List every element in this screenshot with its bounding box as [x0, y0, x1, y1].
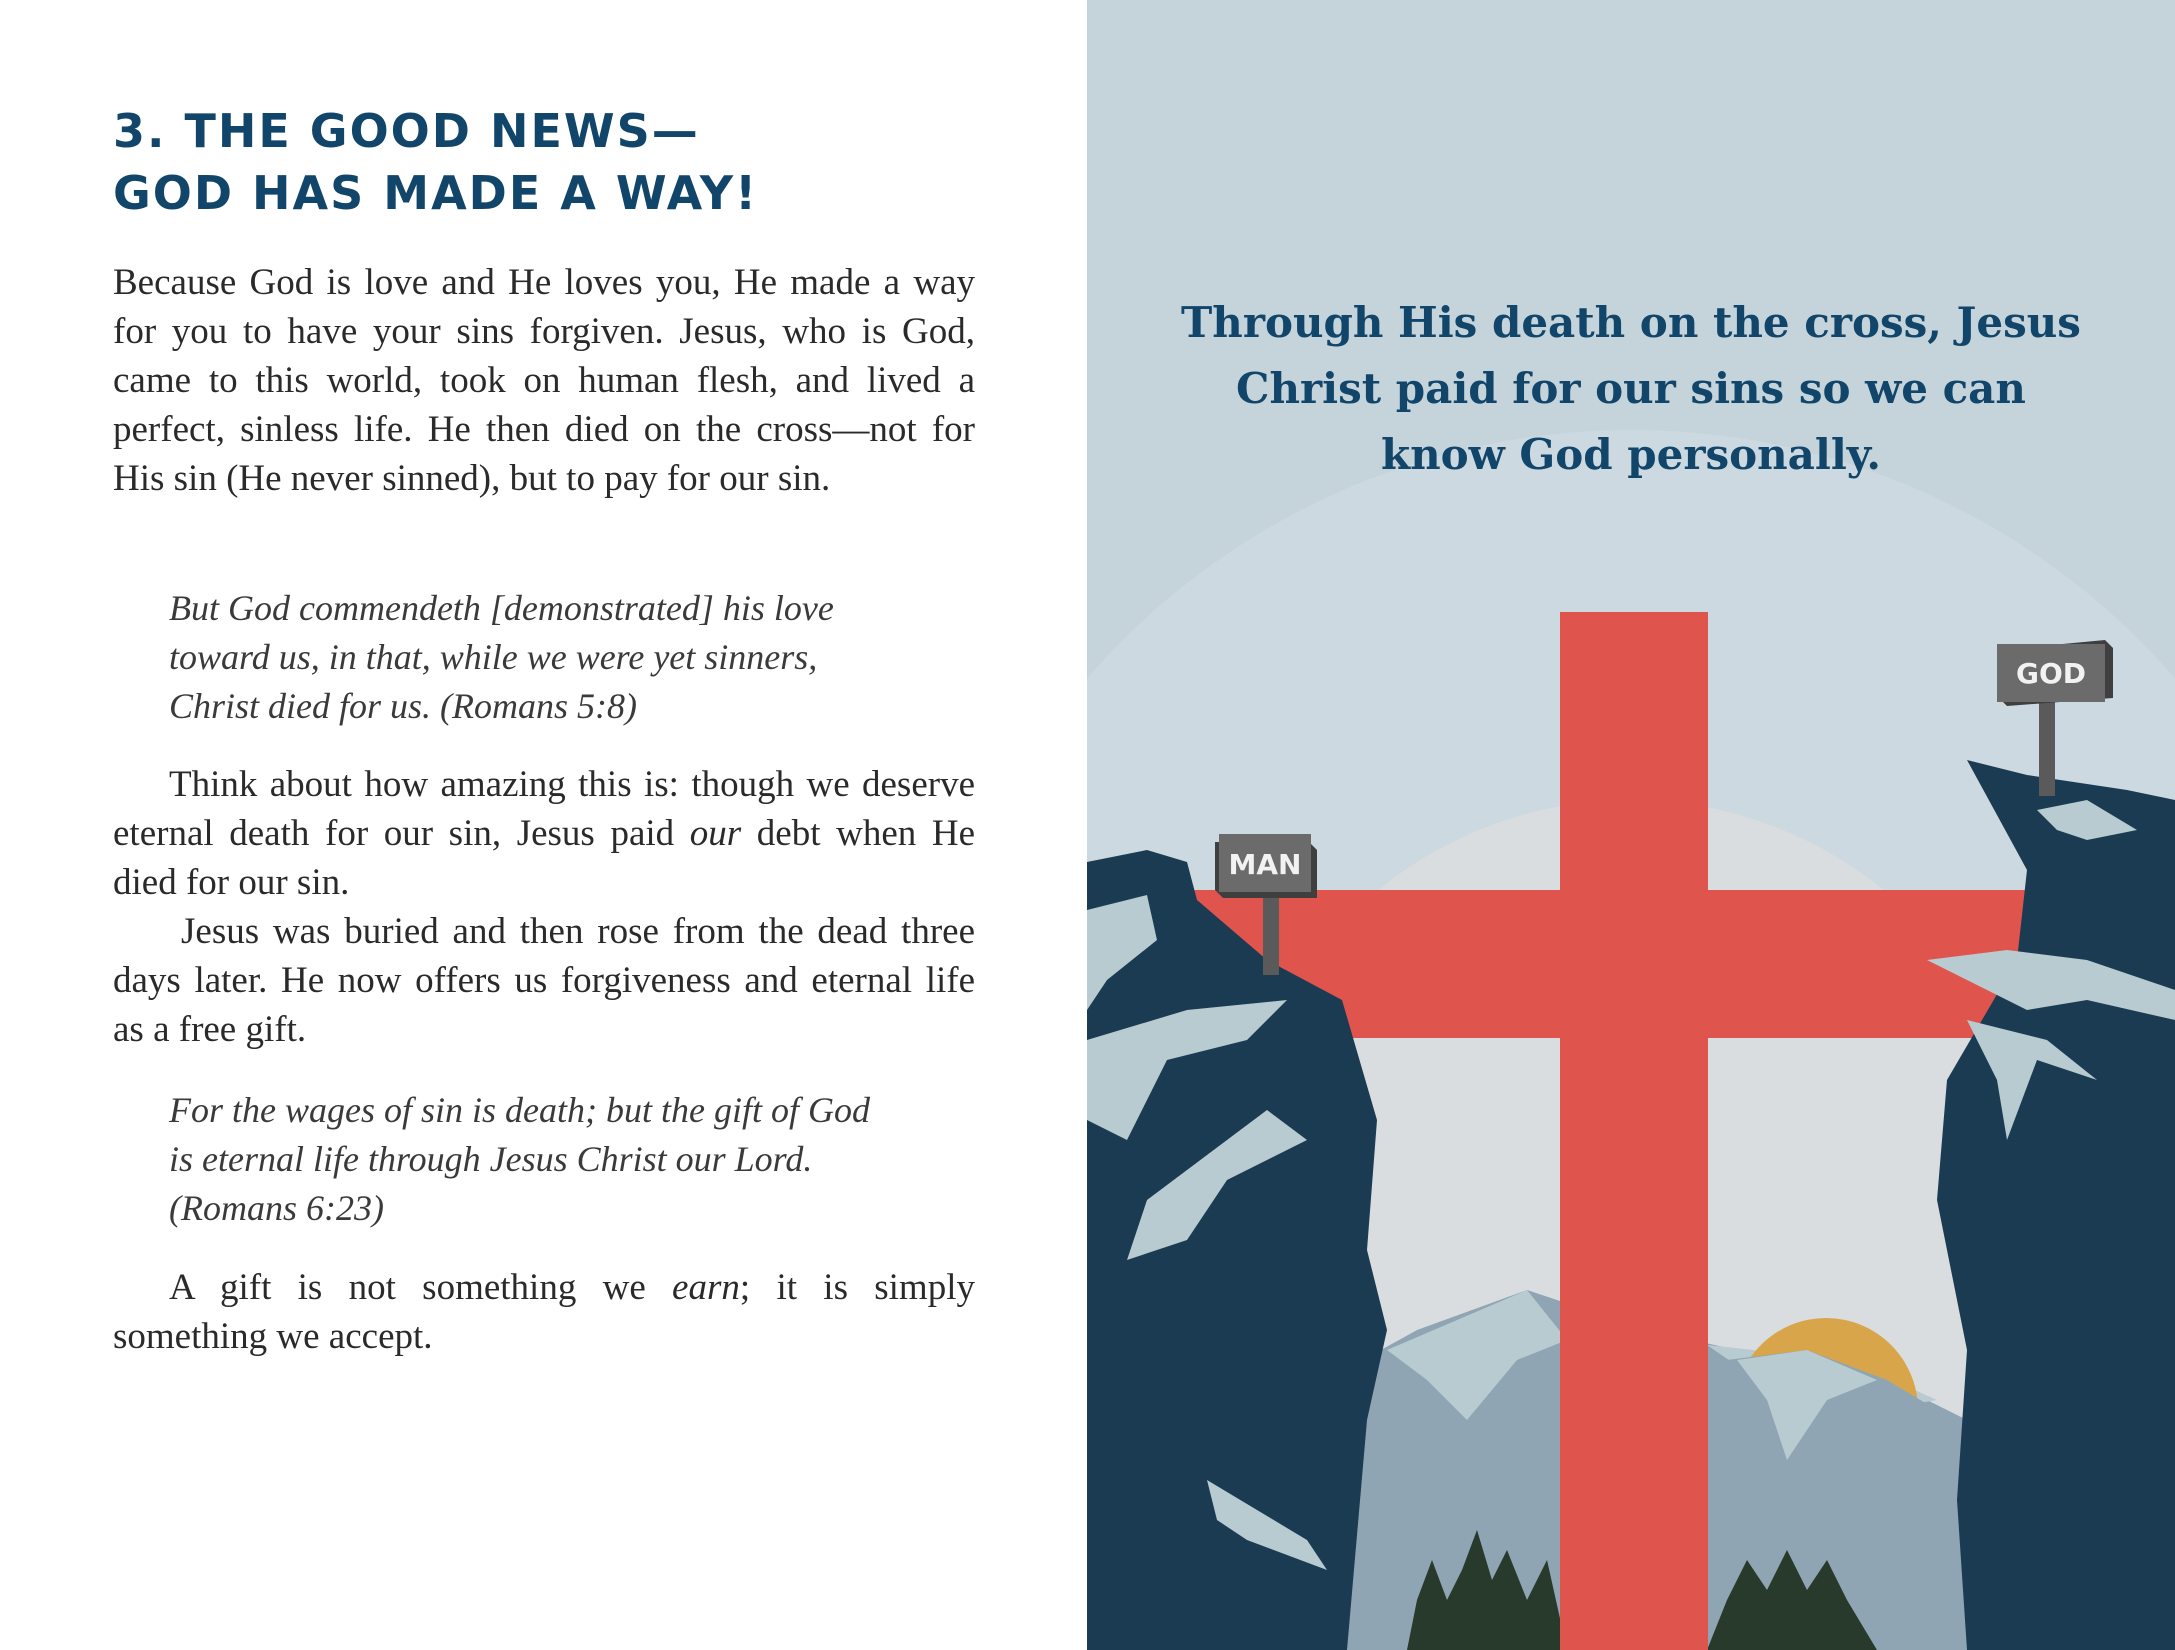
cross-vertical	[1560, 612, 1708, 1650]
bridge-illustration	[1087, 0, 2175, 1650]
paragraph-2-text-b: debt when He died for our sin.	[113, 813, 975, 903]
caption-line-3: know God personally.	[1380, 430, 1882, 479]
paragraph-4-text-b: ; it is simply something we accept.	[113, 1267, 975, 1357]
verse-romans-5-8	[169, 584, 919, 731]
paragraph-1: Because God is love and He loves you, He made a way for you to have your sins forgiven. Jesus, who is God, came to this world, took on human flesh, and lived a perfect, sinless life. He then died on the cross—not for His sin (He never sinned), but to pay for our sin.	[113, 262, 975, 499]
paragraph-2-emphasis: our	[689, 813, 742, 854]
verse-1-line-1: But God commendeth [demonstrated] his love	[169, 588, 834, 628]
verse-2-line-2: is eternal life through Jesus Christ our Lord.	[169, 1139, 813, 1179]
left-page	[0, 0, 1087, 1650]
paragraph-2	[113, 760, 975, 907]
verse-1-line-2: toward us, in that, while we were yet sinners,	[169, 637, 818, 677]
illustration-svg	[1087, 0, 2175, 1650]
paragraph-2-text-a: Think about how amazing this is: though we deserve eternal death for our sin, Jesus paid	[113, 764, 975, 854]
paragraph-3: Jesus was buried and then rose from the dead three days later. He now offers us forgiveness and eternal life as a free gift.	[113, 911, 975, 1050]
man-sign-label: MAN	[1228, 848, 1302, 881]
illustration-caption	[1087, 290, 2175, 488]
verse-1-line-3: Christ died for us. (Romans 5:8)	[169, 686, 637, 726]
verse-romans-6-23	[169, 1086, 919, 1233]
god-sign-post	[2039, 700, 2055, 796]
verse-2-line-3: (Romans 6:23)	[169, 1188, 384, 1228]
heading-line-1: 3. THE GOOD NEWS—	[113, 104, 700, 158]
verse-2-line-1: For the wages of sin is death; but the gift of God	[169, 1090, 870, 1130]
paragraph-4-text-a: A gift is not something we	[169, 1267, 673, 1308]
caption-line-2: Christ paid for our sins so we can	[1236, 364, 2026, 413]
heading-line-2: GOD HAS MADE A WAY!	[113, 166, 759, 220]
caption-line-1: Through His death on the cross, Jesus	[1181, 298, 2081, 347]
paragraph-4	[113, 1263, 975, 1361]
god-sign-label: GOD	[2015, 657, 2087, 690]
section-heading	[113, 100, 1013, 224]
man-sign-post	[1263, 893, 1279, 975]
paragraph-4-emphasis: earn	[672, 1267, 740, 1308]
